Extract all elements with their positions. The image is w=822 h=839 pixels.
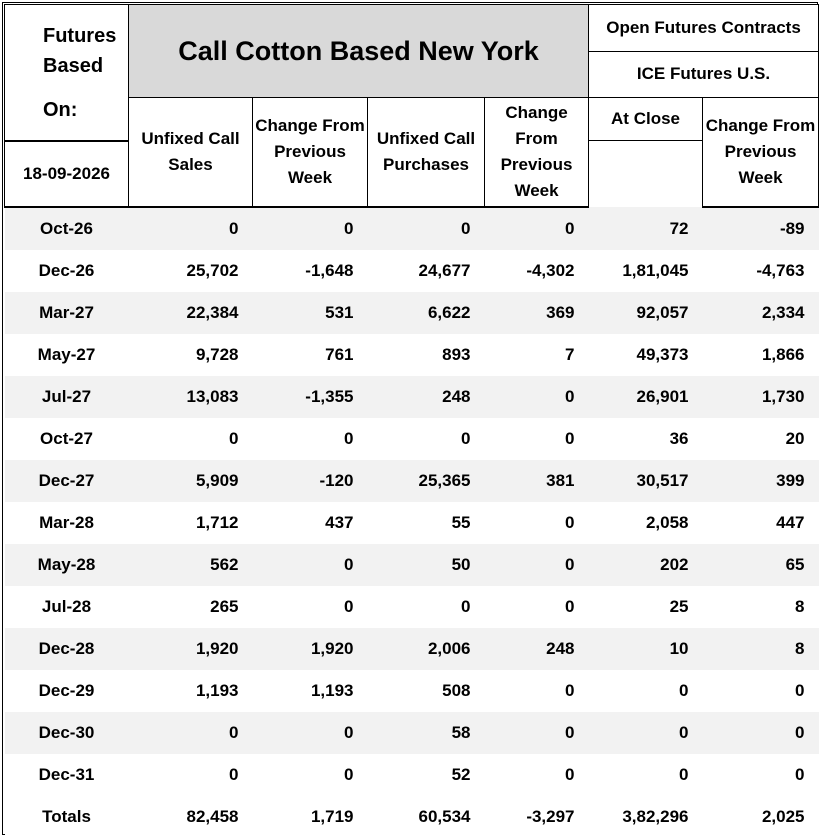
open-interest-cell: 72 xyxy=(589,207,703,250)
totals-unfixed-sales: 82,458 xyxy=(129,796,253,838)
open-interest-cell: 30,517 xyxy=(589,460,703,502)
change-purchases-cell: -4,302 xyxy=(485,250,589,292)
table-row xyxy=(5,292,819,334)
change-open-cell: 8 xyxy=(703,628,819,670)
open-interest-cell: 0 xyxy=(589,754,703,796)
change-purchases-cell: 0 xyxy=(485,502,589,544)
totals-change-open: 2,025 xyxy=(703,796,819,838)
change-open-cell: 0 xyxy=(703,712,819,754)
table-row xyxy=(5,334,819,376)
month-cell: May-28 xyxy=(5,544,129,586)
change-purchases-cell: 0 xyxy=(485,376,589,418)
corner-line-1: Futures xyxy=(43,25,117,47)
change-open-cell: 1,730 xyxy=(703,376,819,418)
open-interest-cell: 0 xyxy=(589,712,703,754)
unfixed-sales-cell: 1,920 xyxy=(129,628,253,670)
unfixed-purchases-cell: 24,677 xyxy=(368,250,485,292)
date-header: 18-09-2026 xyxy=(5,141,129,207)
unfixed-sales-cell: 1,712 xyxy=(129,502,253,544)
month-cell: Dec-29 xyxy=(5,670,129,712)
month-cell: May-27 xyxy=(5,334,129,376)
corner-line-3: On: xyxy=(43,99,78,121)
change-purchases-cell: 0 xyxy=(485,586,589,628)
change-purchases-cell: 0 xyxy=(485,670,589,712)
table-row xyxy=(5,207,819,250)
change-purchases-cell: 0 xyxy=(485,418,589,460)
unfixed-sales-cell: 0 xyxy=(129,712,253,754)
unfixed-sales-cell: 13,083 xyxy=(129,376,253,418)
change-purchases-cell: 0 xyxy=(485,544,589,586)
table-row xyxy=(5,712,819,754)
change-sales-cell: 0 xyxy=(253,418,368,460)
unfixed-purchases-cell: 0 xyxy=(368,586,485,628)
totals-change-sales: 1,719 xyxy=(253,796,368,838)
change-open-cell: 20 xyxy=(703,418,819,460)
open-interest-cell: 1,81,045 xyxy=(589,250,703,292)
change-sales-cell: 1,193 xyxy=(253,670,368,712)
change-purchases-cell: 248 xyxy=(485,628,589,670)
month-cell: Dec-31 xyxy=(5,754,129,796)
totals-open-interest: 3,82,296 xyxy=(589,796,703,838)
change-open-cell: 0 xyxy=(703,670,819,712)
table-row xyxy=(5,670,819,712)
call-cotton-table xyxy=(4,4,819,838)
change-sales-cell: 0 xyxy=(253,544,368,586)
unfixed-call-purchases-header: Unfixed Call Purchases xyxy=(368,98,485,208)
table-row xyxy=(5,502,819,544)
change-purchases-cell: 369 xyxy=(485,292,589,334)
totals-change-purchases: -3,297 xyxy=(485,796,589,838)
totals-row xyxy=(5,796,819,838)
change-purchases-cell: 381 xyxy=(485,460,589,502)
change-sales-cell: 0 xyxy=(253,754,368,796)
open-interest-cell: 36 xyxy=(589,418,703,460)
unfixed-purchases-cell: 25,365 xyxy=(368,460,485,502)
unfixed-sales-cell: 562 xyxy=(129,544,253,586)
open-interest-cell: 49,373 xyxy=(589,334,703,376)
open-interest-cell: 25 xyxy=(589,586,703,628)
open-futures-header: Open Futures Contracts xyxy=(589,5,819,52)
totals-label: Totals xyxy=(5,796,129,838)
table-row xyxy=(5,376,819,418)
change-sales-cell: 0 xyxy=(253,586,368,628)
unfixed-sales-cell: 9,728 xyxy=(129,334,253,376)
totals-unfixed-purchases: 60,534 xyxy=(368,796,485,838)
change-open-cell: 2,334 xyxy=(703,292,819,334)
change-sales-cell: 437 xyxy=(253,502,368,544)
table-row xyxy=(5,250,819,292)
month-cell: Jul-27 xyxy=(5,376,129,418)
change-purchases-cell: 0 xyxy=(485,754,589,796)
unfixed-sales-cell: 265 xyxy=(129,586,253,628)
unfixed-sales-cell: 22,384 xyxy=(129,292,253,334)
change-sales-cell: -120 xyxy=(253,460,368,502)
unfixed-sales-cell: 25,702 xyxy=(129,250,253,292)
change-sales-cell: -1,355 xyxy=(253,376,368,418)
table-body xyxy=(5,207,819,838)
change-purchases-cell: 7 xyxy=(485,334,589,376)
month-cell: Oct-27 xyxy=(5,418,129,460)
change-purchases-cell: 0 xyxy=(485,207,589,250)
month-cell: Oct-26 xyxy=(5,207,129,250)
unfixed-purchases-cell: 52 xyxy=(368,754,485,796)
futures-based-on-header xyxy=(5,5,129,141)
open-interest-cell: 92,057 xyxy=(589,292,703,334)
change-open-cell: 399 xyxy=(703,460,819,502)
at-close-header: At Close xyxy=(589,98,703,141)
change-open-cell: 65 xyxy=(703,544,819,586)
change-sales-cell: 0 xyxy=(253,712,368,754)
unfixed-purchases-cell: 50 xyxy=(368,544,485,586)
unfixed-sales-cell: 1,193 xyxy=(129,670,253,712)
unfixed-sales-cell: 5,909 xyxy=(129,460,253,502)
month-cell: Jul-28 xyxy=(5,586,129,628)
month-cell: Mar-27 xyxy=(5,292,129,334)
unfixed-purchases-cell: 893 xyxy=(368,334,485,376)
unfixed-sales-cell: 0 xyxy=(129,754,253,796)
unfixed-purchases-cell: 58 xyxy=(368,712,485,754)
exchange-header: ICE Futures U.S. xyxy=(589,51,819,98)
table-row xyxy=(5,754,819,796)
table-title: Call Cotton Based New York xyxy=(129,5,589,98)
change-open-cell: -89 xyxy=(703,207,819,250)
table-row xyxy=(5,628,819,670)
change-open-cell: 8 xyxy=(703,586,819,628)
change-sales-cell: 0 xyxy=(253,207,368,250)
month-cell: Dec-30 xyxy=(5,712,129,754)
change-sales-cell: 1,920 xyxy=(253,628,368,670)
change-sales-cell: 761 xyxy=(253,334,368,376)
month-cell: Dec-28 xyxy=(5,628,129,670)
corner-line-2: Based xyxy=(43,55,104,77)
change-purchases-cell: 0 xyxy=(485,712,589,754)
month-cell: Dec-26 xyxy=(5,250,129,292)
unfixed-purchases-cell: 508 xyxy=(368,670,485,712)
change-open-cell: 0 xyxy=(703,754,819,796)
unfixed-purchases-cell: 0 xyxy=(368,207,485,250)
change-open-cell: 447 xyxy=(703,502,819,544)
unfixed-purchases-cell: 0 xyxy=(368,418,485,460)
change-sales-header: Change From Previous Week xyxy=(253,98,368,208)
change-open-cell: -4,763 xyxy=(703,250,819,292)
open-interest-cell: 0 xyxy=(589,670,703,712)
unfixed-sales-cell: 0 xyxy=(129,418,253,460)
change-open-header: Change From Previous Week xyxy=(703,98,819,208)
open-interest-cell: 202 xyxy=(589,544,703,586)
change-sales-cell: 531 xyxy=(253,292,368,334)
open-interest-cell: 26,901 xyxy=(589,376,703,418)
change-sales-cell: -1,648 xyxy=(253,250,368,292)
table-row xyxy=(5,418,819,460)
month-cell: Dec-27 xyxy=(5,460,129,502)
table-row xyxy=(5,544,819,586)
open-interest-cell: 10 xyxy=(589,628,703,670)
unfixed-sales-cell: 0 xyxy=(129,207,253,250)
month-cell: Mar-28 xyxy=(5,502,129,544)
unfixed-purchases-cell: 55 xyxy=(368,502,485,544)
change-open-cell: 1,866 xyxy=(703,334,819,376)
unfixed-purchases-cell: 6,622 xyxy=(368,292,485,334)
unfixed-purchases-cell: 2,006 xyxy=(368,628,485,670)
unfixed-call-sales-header: Unfixed Call Sales xyxy=(129,98,253,208)
change-purchases-header: Change From Previous Week xyxy=(485,98,589,208)
unfixed-purchases-cell: 248 xyxy=(368,376,485,418)
table-row xyxy=(5,586,819,628)
open-interest-cell: 2,058 xyxy=(589,502,703,544)
table-row xyxy=(5,460,819,502)
